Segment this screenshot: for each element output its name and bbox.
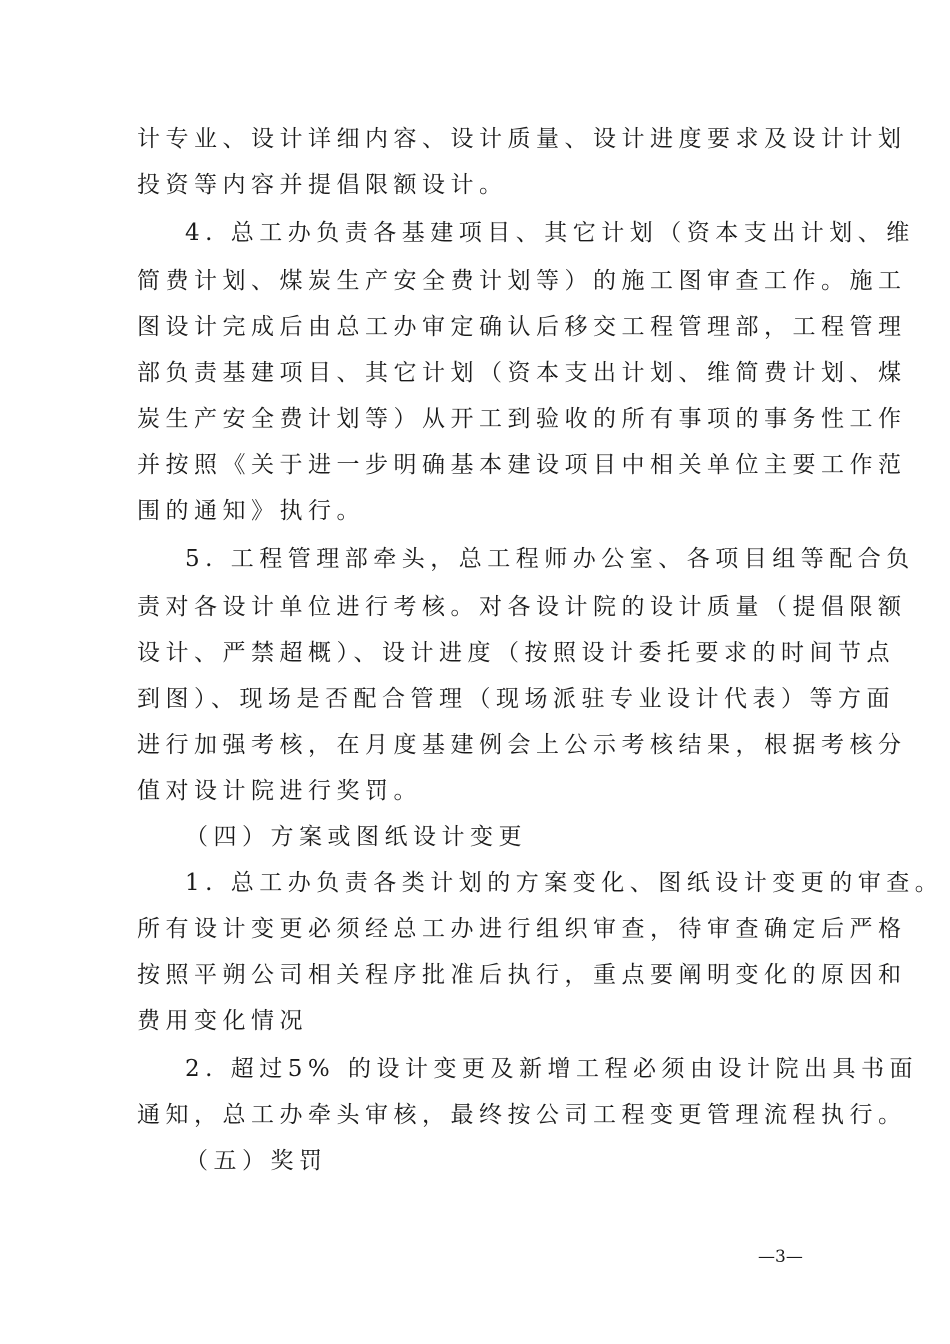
paragraph-5-line-4: 到图）、现场是否配合管理（现场派驻专业设计代表）等方面	[137, 686, 895, 712]
paragraph-1-line-1: 1. 总工办负责各类计划的方案变化、图纸设计变更的审查。	[185, 870, 944, 896]
section-heading-four: （四）方案或图纸设计变更	[185, 824, 527, 850]
paragraph-5-line-1: 5. 工程管理部牵头，总工程师办公室、各项目组等配合负	[185, 546, 915, 572]
paragraph-4-line-4: 部负责基建项目、其它计划（资本支出计划、维简费计划、煤	[137, 360, 907, 386]
paragraph-5-line-3: 设计、严禁超概）、设计进度（按照设计委托要求的时间节点	[137, 640, 895, 666]
paragraph-4-line-2: 简费计划、煤炭生产安全费计划等）的施工图审查工作。施工	[137, 268, 907, 294]
paragraph-4-line-6: 并按照《关于进一步明确基本建设项目中相关单位主要工作范	[137, 452, 907, 478]
paragraph-4-line-5: 炭生产安全费计划等）从开工到验收的所有事项的事务性工作	[137, 406, 907, 432]
page-number: —3—	[758, 1247, 803, 1267]
body-line-2: 投资等内容并提倡限额设计。	[137, 172, 508, 198]
paragraph-4-line-3: 图设计完成后由总工办审定确认后移交工程管理部，工程管理	[137, 314, 907, 340]
paragraph-1-line-3: 按照平朔公司相关程序批准后执行，重点要阐明变化的原因和	[137, 962, 907, 988]
paragraph-5-line-2: 责对各设计单位进行考核。对各设计院的设计质量（提倡限额	[137, 594, 907, 620]
paragraph-1-line-2: 所有设计变更必须经总工办进行组织审查，待审查确定后严格	[137, 916, 907, 942]
paragraph-5-line-6: 值对设计院进行奖罚。	[137, 778, 422, 804]
paragraph-5-line-5: 进行加强考核，在月度基建例会上公示考核结果，根据考核分	[137, 732, 907, 758]
section-heading-five: （五）奖罚	[185, 1148, 328, 1174]
paragraph-2-line-1: 2. 超过5% 的设计变更及新增工程必须由设计院出具书面	[185, 1056, 919, 1082]
body-line-1: 计专业、设计详细内容、设计质量、设计进度要求及设计计划	[137, 126, 907, 152]
paragraph-1-line-4: 费用变化情况	[137, 1008, 308, 1034]
paragraph-2-line-2: 通知，总工办牵头审核，最终按公司工程变更管理流程执行。	[137, 1102, 907, 1128]
paragraph-4-line-1: 4. 总工办负责各基建项目、其它计划（资本支出计划、维	[185, 220, 915, 246]
paragraph-4-line-7: 围的通知》执行。	[137, 498, 365, 524]
